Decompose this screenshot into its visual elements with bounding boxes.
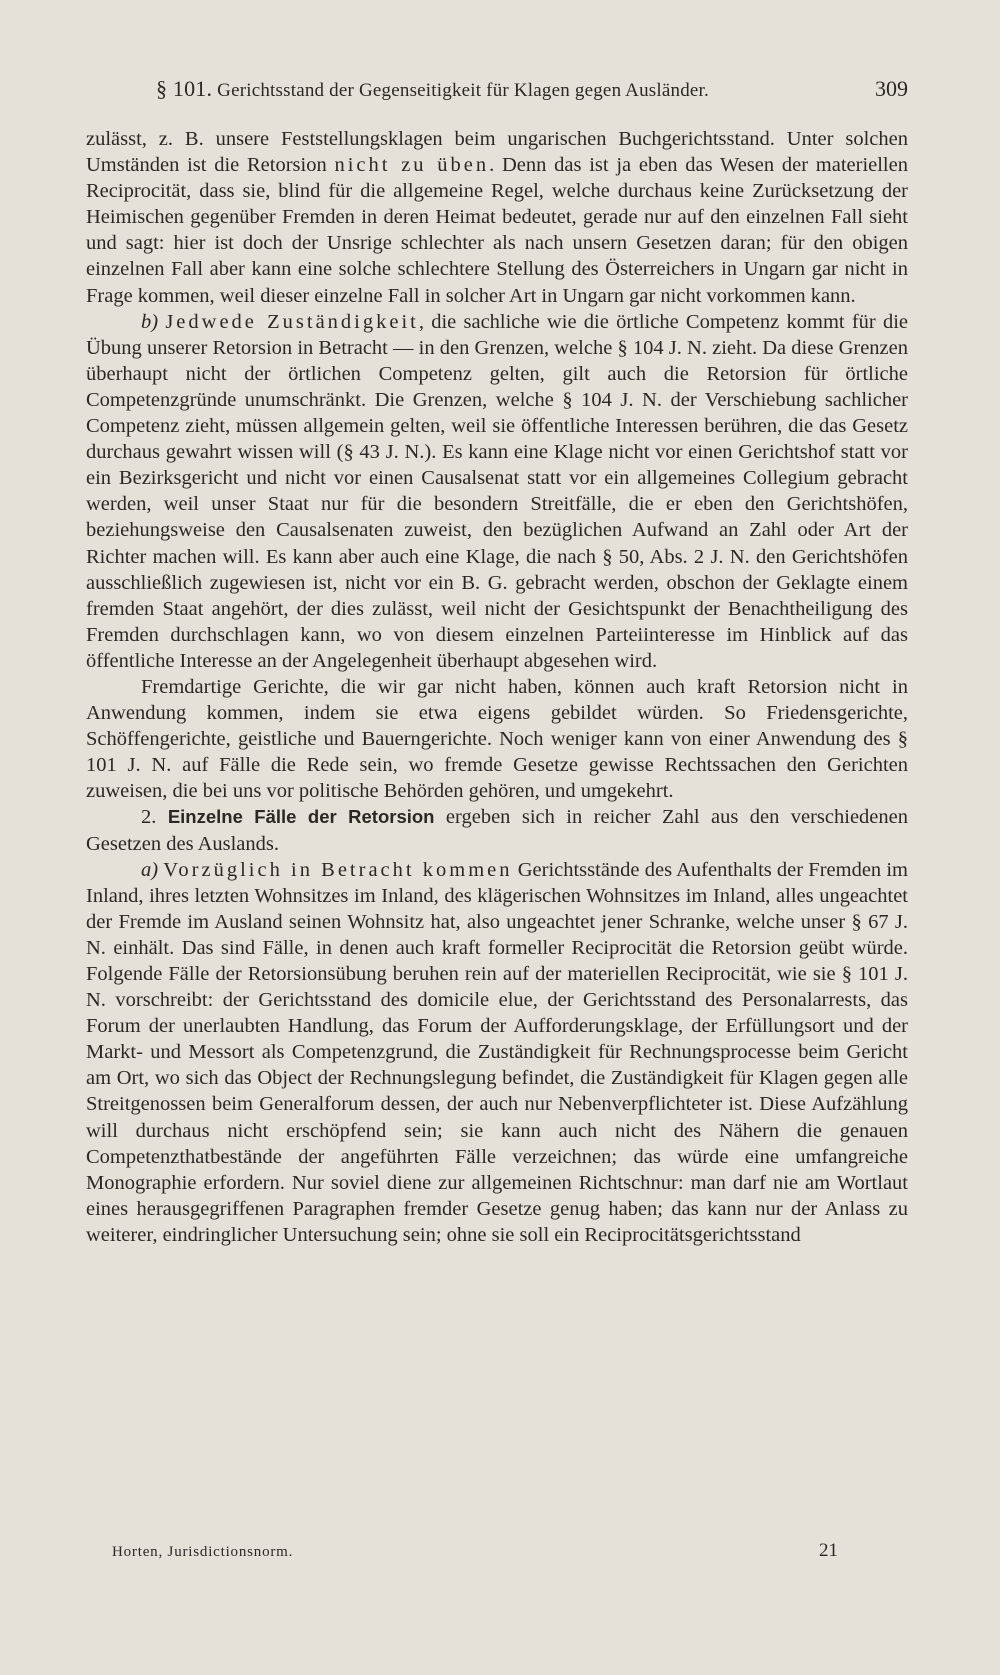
page-number: 309 bbox=[875, 76, 908, 101]
text-run: b) bbox=[141, 310, 166, 333]
paragraph bbox=[86, 674, 908, 804]
paragraph bbox=[86, 857, 908, 1248]
page-footer bbox=[112, 1540, 908, 1562]
text-run: Gerichtsstände des Aufenthalts der Fremden im Inland, ihres letzten Wohnsitzes im Inland, des klägerischen Wohnsitzes im Inland, alles ungeachtet der Fremde im Ausland seinen Wohnsitz hat, also ungeachtet jener Schranke, welche unser § 67 J. N. einhält. Das sind Fälle, in denen auch kraft formeller Reciprocität die Retorsion geübt würde. Folgende Fälle der Retorsionsübung beruhen rein auf der materiellen Reciprocität, wie sie § 101 J. N. vorschreibt: der Gerichtsstand des domicile elue, der Gerichtsstand des Personalarrests, das Forum der unerlaubten Handlung, das Forum der Aufforderungsklage, der Erfüllungsort und der Markt- und Messort als Competenzgrund, die Zuständigkeit für Rechnungsprocesse beim Gericht am Ort, wo sich das Object der Rechnungslegung befindet, die Zuständigkeit für Klagen gegen alle Streitgenossen beim Generalforum dessen, der auch nur Nebenverpflichteter ist. Diese Aufzählung will durchaus nicht erschöpfend sein; sie kann auch nicht des Nähern die genauen Competenzthatbestände der angeführten Fälle verzeichnen; das würde eine umfangreiche Monographie erfordern. Nur soviel diene zur allgemeinen Richtschnur: man darf nie am Wortlaut eines herausgegriffenen Paragraphen fremder Gesetze genug haben; das kann nur der Anlass zu weiterer, eindringlicher Untersuchung sein; ohne sie soll ein Reciprocitätsgerichtsstand bbox=[86, 858, 908, 1246]
header-title bbox=[86, 76, 709, 102]
paragraph bbox=[86, 126, 908, 309]
text-run: 2. bbox=[141, 806, 168, 829]
running-title: Gerichtsstand der Gegenseitigkeit für Klagen gegen Ausländer. bbox=[217, 80, 709, 101]
paragraph bbox=[86, 804, 908, 856]
text-run: Jedwede Zuständigkeit bbox=[165, 310, 419, 333]
text-run: Vorzüglich in Betracht kommen bbox=[163, 858, 513, 881]
section-mark: § 101. bbox=[156, 76, 213, 101]
running-header bbox=[86, 76, 908, 102]
body-text bbox=[86, 126, 908, 1248]
text-run: . Denn das ist ja eben das Wesen der materiellen Reciprocität, dass sie, blind für die allgemeine Regel, welche durchaus keine Zurücksetzung der Heimischen gegenüber Fremden in deren Heimat bedeutet, gerade nur auf den einzelnen Fall sieht und sagt: hier ist doch der Unsrige schlechter als nach unsern Gesetzen daran; für den obigen einzelnen Fall aber kann eine solche schlechtere Stellung des Österreichers in Ungarn gar nicht in Frage kommen, weil dieser einzelne Fall in solcher Art in Ungarn gar nicht vorkommen kann. bbox=[86, 154, 908, 307]
paragraph bbox=[86, 309, 908, 674]
text-run: a) bbox=[141, 858, 164, 881]
text-run: , die sachliche wie die örtliche Competenz kommt für die Übung unserer Retorsion in Betracht — in den Grenzen, welche § 104 J. N. zieht. Da diese Grenzen überhaupt nicht der örtlichen Competenz gelten, gilt auch die Retorsion für örtliche Competenzgründe unumschränkt. Die Grenzen, welche § 104 J. N. der Verschiebung sachlicher Competenz zieht, müssen allgemein gelten, weil sie öffentliche Interessen berühren, die das Gesetz durchaus gewahrt wissen will (§ 43 J. N.). Es kann eine Klage nicht vor einen Gerichtshof statt vor ein Bezirksgericht und nicht vor einen Causalsenat statt vor ein allgemeines Collegium gebracht werden, weil unser Staat nur für die besondern Streitfälle, die er eben den Gerichtshöfen, beziehungsweise den Causalsenaten zuweist, den bezüglichen Aufwand an Zahl oder Art der Richter machen will. Es kann aber auch eine Klage, die nach § 50, Abs. 2 J. N. den Gerichtshöfen ausschließlich zugewiesen ist, nicht vor ein B. G. gebracht werden, obschon der Geklagte einem fremden Staat angehört, der dies zulässt, weil nicht der Gesichtspunkt der Benachtheiligung des Fremden durchschlagen kann, wo von diesem einzelnen Parteiinteresse im Hinblick auf das öffentliche Interesse an der Angelegenheit überhaupt abgesehen wird. bbox=[86, 310, 909, 672]
text-run: Einzelne Fälle der Retorsion bbox=[167, 806, 435, 828]
text-run: zulässt, z. B. unsere Feststellungsklagen beim ungarischen Buchgerichtsstand. Unter solchen Umständen ist die Retorsion bbox=[86, 128, 908, 177]
footer-signature: Horten, Jurisdictionsnorm. bbox=[112, 1544, 294, 1560]
text-run: ergeben sich in reicher Zahl aus den verschiedenen Gesetzen des Auslands. bbox=[86, 806, 909, 855]
text-run: Fremdartige Gerichte, die wir gar nicht haben, können auch kraft Retorsion nicht in Anwendung kommen, indem sie etwa eigens gebildet würden. So Friedensgerichte, Schöffengerichte, geistliche und Bauerngerichte. Noch weniger kann von einer Anwendung des § 101 J. N. auf Fälle die Rede sein, wo fremde Gesetze gewisse Rechtssachen den Gerichten zuweisen, die bei uns vor politische Behörden gehören, und umgekehrt. bbox=[86, 675, 908, 803]
sheet-number: 21 bbox=[819, 1540, 838, 1561]
text-run: nicht zu üben bbox=[334, 154, 490, 177]
